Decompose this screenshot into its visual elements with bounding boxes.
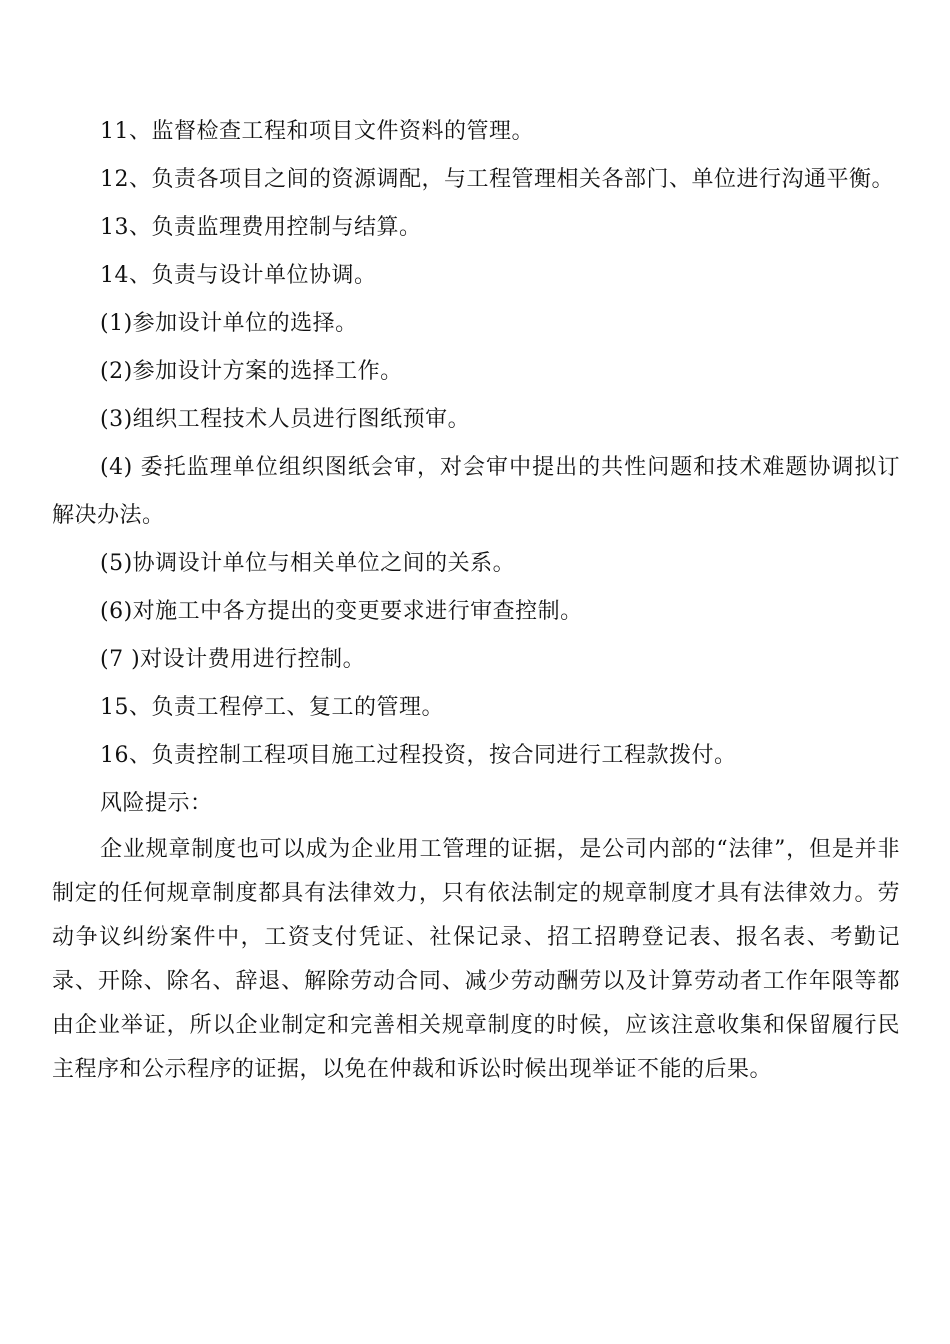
paragraph-sub-item-7: (7 )对设计费用进行控制。 <box>100 647 366 672</box>
paragraph-item-12: 12、负责各项目之间的资源调配，与工程管理相关各部门、单位进行沟通平衡。 <box>100 167 894 192</box>
paragraph-sub-item-2: (2)参加设计方案的选择工作。 <box>100 359 403 384</box>
paragraph-sub-item-5: (5)协调设计单位与相关单位之间的关系。 <box>100 551 516 576</box>
paragraph-item-11: 11、监督检查工程和项目文件资料的管理。 <box>100 119 534 144</box>
paragraph-sub-item-1: (1)参加设计单位的选择。 <box>100 311 358 336</box>
paragraph-item-15: 15、负责工程停工、复工的管理。 <box>100 695 444 720</box>
paragraph-item-16: 16、负责控制工程项目施工过程投资，按合同进行工程款拨付。 <box>100 743 737 768</box>
paragraph-sub-item-4: (4) 委托监理单位组织图纸会审，对会审中提出的共性问题和技术难题协调拟订解决办法。 <box>52 455 900 528</box>
paragraph-sub-item-3: (3)组织工程技术人员进行图纸预审。 <box>100 407 471 432</box>
paragraph-item-14: 14、负责与设计单位协调。 <box>100 263 377 288</box>
paragraph-sub-item-6: (6)对施工中各方提出的变更要求进行审查控制。 <box>100 599 583 624</box>
risk-heading: 风险提示： <box>100 791 213 816</box>
risk-paragraph: 企业规章制度也可以成为企业用工管理的证据，是公司内部的“法律”，但是并非制定的任何规章制度都具有法律效力，只有依法制定的规章制度才具有法律效力。劳动争议纠纷案件中，工资支付凭证、社保记录、招工招聘登记表、报名表、考勤记录、开除、除名、辞退、解除劳动合同、减少劳动酬劳以及计算劳动者工作年限等都由企业举证，所以企业制定和完善相关规章制度的时候，应该注意收集和保留履行民主程序和公示程序的证据，以免在仲裁和诉讼时候出现举证不能的后果。 <box>52 837 900 1082</box>
document-page <box>52 108 900 1092</box>
paragraph-item-13: 13、负责监理费用控制与结算。 <box>100 215 422 240</box>
